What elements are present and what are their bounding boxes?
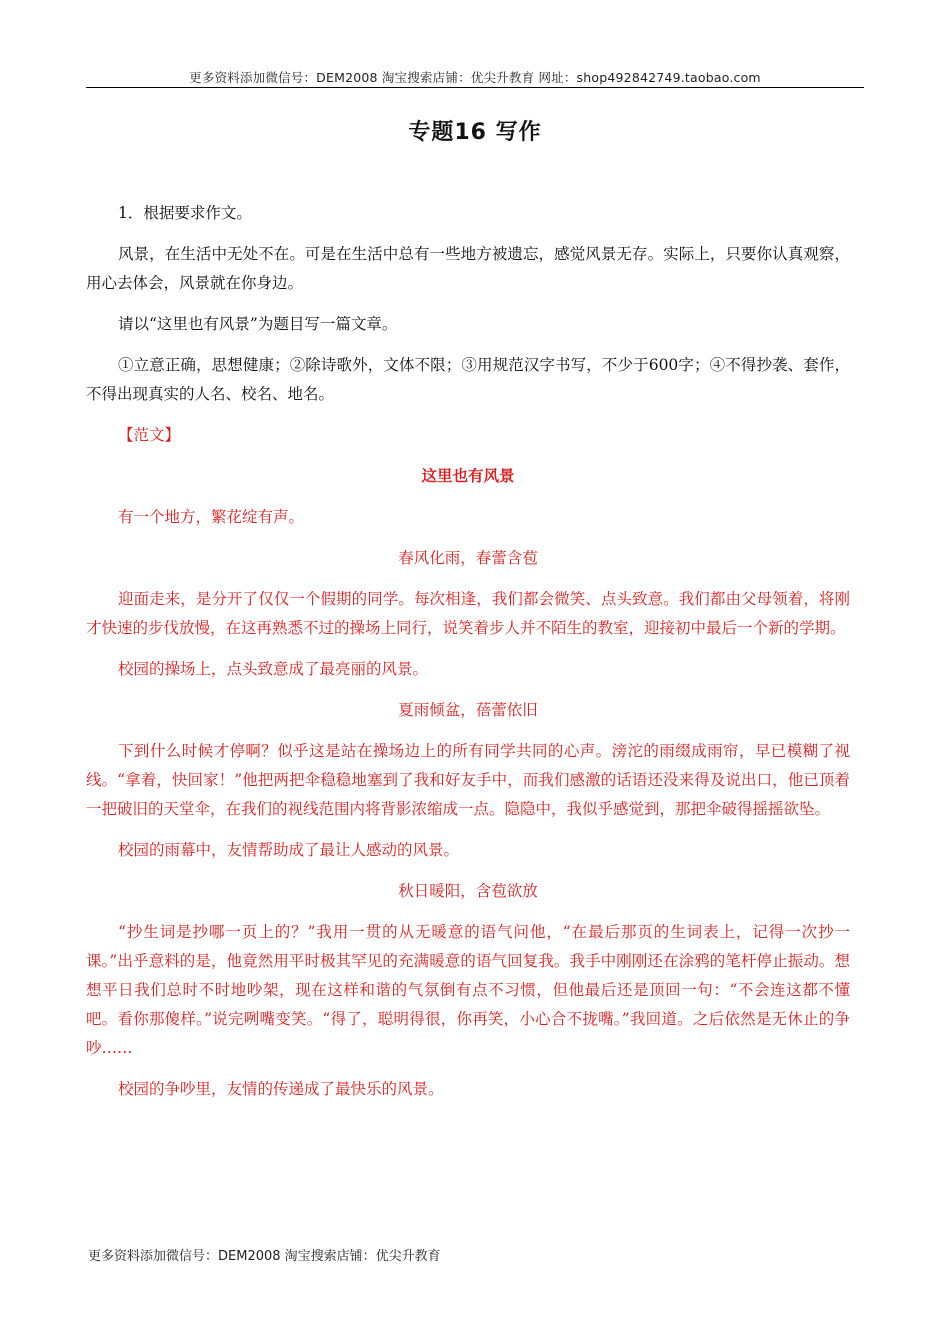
page-title: 专题16 写作: [408, 120, 542, 145]
section-3-heading: 秋日暖阳，含苞欲放: [398, 882, 538, 900]
page-header: 更多资料添加微信号：DEM2008 淘宝搜索店铺：优尖升教育 网址：shop492842749.taobao.com: [189, 70, 761, 85]
question-requirements: ①立意正确，思想健康；②除诗歌外，文体不限；③用规范汉字书写，不少于600字；④不得抄袭、套作，不得出现真实的人名、校名、地名。: [86, 356, 850, 403]
section-1-body: 迎面走来，是分开了仅仅一个假期的同学。每次相逢，我们都会微笑、点头致意。我们都由父母领着，将刚才快速的步伐放慢，在这再熟悉不过的操场上同行，说笑着步人并不陌生的教室，迎接初中最后一个新的学期。: [86, 590, 850, 637]
section-2-body: 下到什么时候才停啊？似乎这是站在操场边上的所有同学共同的心声。滂沱的雨缀成雨帘，早已模糊了视线。“拿着，快回家！”他把两把伞稳稳地塞到了我和好友手中，而我们感激的话语还没来得及说出口，他已顶着一把破旧的天堂伞，在我们的视线范围内将背影浓缩成一点。隐隐中，我似乎感觉到，那把伞破得摇摇欲坠。: [86, 742, 850, 818]
header-divider: [86, 87, 864, 88]
section-2-close: 校园的雨幕中，友情帮助成了最让人感动的风景。: [118, 841, 460, 859]
page-footer: 更多资料添加微信号：DEM2008 淘宝搜索店铺：优尖升教育: [88, 1249, 441, 1264]
essay-intro: 有一个地方，繁花绽有声。: [118, 508, 305, 526]
sample-essay-label: 【范文】: [118, 426, 181, 444]
question-paragraph-2: 请以“这里也有风景”为题目写一篇文章。: [118, 315, 398, 333]
section-1-close: 校园的操场上，点头致意成了最亮丽的风景。: [118, 660, 429, 678]
document-body: [86, 199, 850, 1116]
question-paragraph-1: 风景，在生活中无处不在。可是在生活中总有一些地方被遗忘，感觉风景无存。实际上，只要你认真观察，用心去体会，风景就在你身边。: [86, 245, 850, 292]
section-2-heading: 夏雨倾盆，蓓蕾依旧: [398, 701, 538, 719]
section-3-close: 校园的争吵里，友情的传递成了最快乐的风景。: [118, 1080, 444, 1098]
question-prompt: 1．根据要求作文。: [118, 204, 252, 222]
section-1-heading: 春风化雨，春蕾含苞: [398, 549, 538, 567]
section-3-body: “抄生词是抄哪一页上的？”我用一贯的从无暖意的语气问他，“在最后那页的生词表上，记得一次抄一课。”出乎意料的是，他竟然用平时极其罕见的充满暖意的语气回复我。我手中刚刚还在涂鸦的笔杆停止振动。想想平日我们总时不时地吵架，现在这样和谐的气氛倒有点不习惯，但他最后还是顶回一句：“不会连这都不懂吧。看你那傻样。”说完咧嘴变笑。“得了，聪明得很，你再笑，小心合不拢嘴。”我回道。之后依然是无休止的争吵……: [86, 923, 850, 1057]
essay-title: 这里也有风景: [421, 467, 515, 485]
